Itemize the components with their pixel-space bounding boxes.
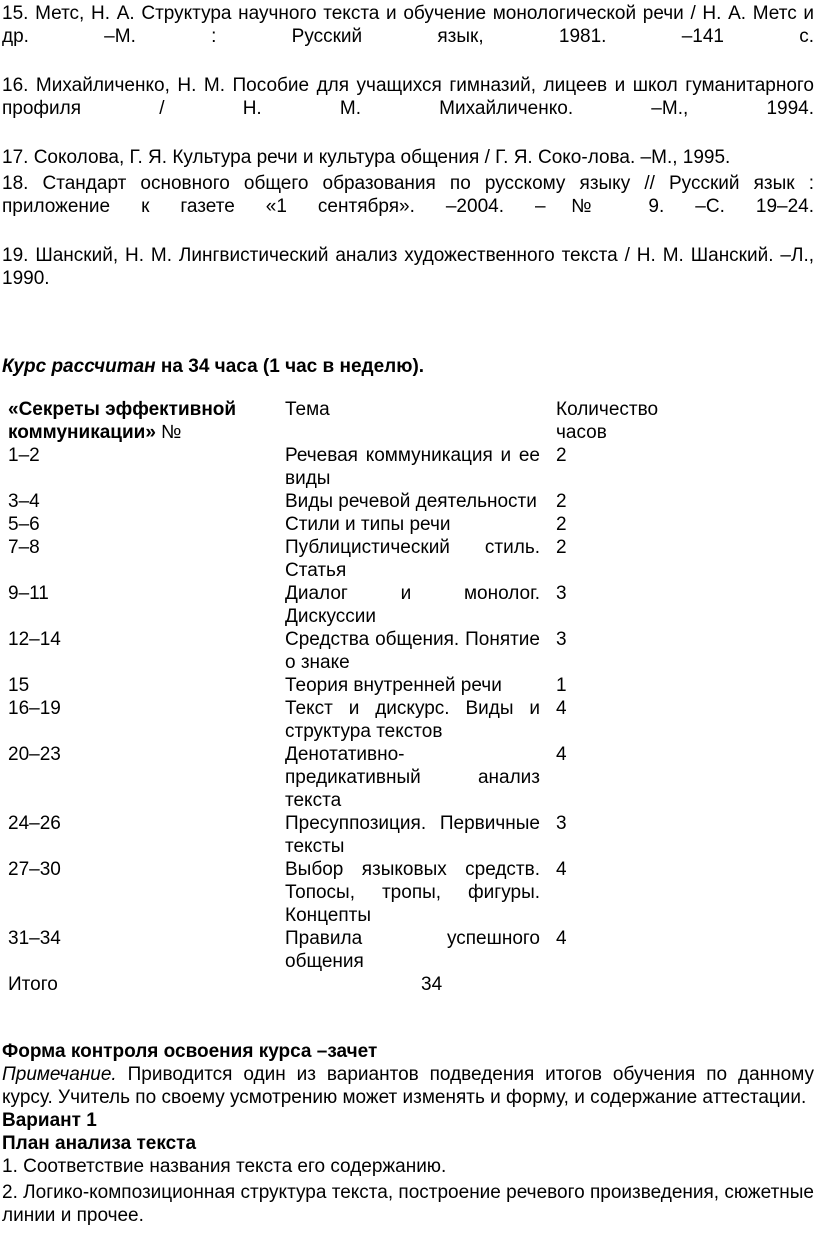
reference-item: 19. Шанский, Н. М. Лингвистический анализ художественного текста / Н. М. Шанский. –Л., 1990.: [2, 245, 814, 289]
table-row: [8, 697, 658, 743]
lesson-number-cell: 7–8: [8, 537, 40, 558]
lesson-topic-cell: Пресуппозиция. Первичные тексты: [285, 813, 540, 857]
lesson-topic-cell: Текст и дискурс. Виды и структура текстов: [285, 698, 540, 742]
reference-list: [2, 2, 814, 313]
course-hours-italic: Курс рассчитан: [2, 356, 156, 377]
lesson-topic-cell: Средства общения. Понятие о знаке: [285, 629, 540, 673]
lesson-number-cell: 12–14: [8, 629, 61, 650]
lesson-hours-cell: 4: [556, 859, 567, 880]
lesson-hours-cell: 3: [556, 813, 567, 834]
lesson-hours-cell: 4: [556, 928, 567, 949]
lesson-number-cell: 20–23: [8, 744, 61, 765]
lesson-hours-cell: 3: [556, 583, 567, 604]
table-row: [8, 674, 658, 697]
lesson-hours-cell: 2: [556, 537, 567, 558]
lesson-number-cell: 5–6: [8, 514, 40, 535]
total-label-cell: Итого: [8, 974, 58, 995]
lesson-hours-cell: 2: [556, 445, 567, 466]
control-note: [2, 1063, 814, 1109]
analysis-plan-item: 2. Логико-композиционная структура текста, построение речевого произведения, сюжетные линии и прочее.: [2, 1182, 814, 1226]
header-course-name: «Секреты эффективной коммуникации»: [8, 399, 237, 443]
lesson-hours-cell: 4: [556, 744, 567, 765]
lesson-topic-cell: Выбор языковых средств. Топосы, тропы, фигуры. Концепты: [285, 859, 540, 926]
analysis-plan-item: 1. Соответствие названия текста его содержанию.: [2, 1156, 447, 1177]
lesson-number-cell: 15: [8, 675, 30, 696]
lesson-topic-cell: Публицистический стиль. Статья: [285, 537, 540, 581]
table-row: [8, 812, 658, 858]
reference-item: 18. Стандарт основного общего образования по русскому языку // Русский язык : приложение к газете «1 сентября». –2004. –№ 9. –С. 19–24.: [2, 173, 814, 217]
lesson-hours-cell: 4: [556, 698, 567, 719]
course-plan-table: [8, 398, 658, 996]
table-row: [8, 444, 658, 490]
table-row: [8, 490, 658, 513]
lesson-topic-cell: Стили и типы речи: [285, 514, 451, 535]
lesson-number-cell: 31–34: [8, 928, 61, 949]
lesson-number-cell: 27–30: [8, 859, 61, 880]
table-total-row: [8, 973, 658, 996]
lesson-hours-cell: 3: [556, 629, 567, 650]
lesson-topic-cell: Диалог и монолог. Дискуссии: [285, 583, 540, 627]
table-row: [8, 536, 658, 582]
total-hours-value: 34: [421, 974, 443, 995]
lesson-hours-cell: 2: [556, 491, 567, 512]
lesson-topic-cell: Виды речевой деятельности: [285, 491, 537, 512]
header-hours-cell: Количество часов: [556, 399, 659, 443]
table-row: [8, 858, 658, 927]
lesson-topic-cell: Денотативно-предикативный анализ текста: [285, 744, 540, 811]
reference-item: 17. Соколова, Г. Я. Культура речи и культура общения / Г. Я. Соко-лова. –М., 1995.: [2, 147, 731, 168]
header-topic-cell: Тема: [285, 399, 330, 420]
document-page: [2, 2, 814, 1230]
table-row: [8, 927, 658, 973]
header-number-label: №: [155, 422, 182, 443]
table-row: [8, 743, 658, 812]
total-value-cell: [285, 973, 540, 996]
course-hours-line: [2, 355, 814, 378]
control-form-title: Форма контроля освоения курса –зачет: [2, 1041, 378, 1062]
reference-item: 15. Метс, Н. А. Структура научного текста и обучение монологической речи / Н. А. Метс и др. –М. : Русский язык, 1981. –141 с.: [2, 3, 814, 47]
lesson-number-cell: 24–26: [8, 813, 61, 834]
lesson-topic-cell: Речевая коммуникация и ее виды: [285, 445, 540, 489]
lesson-topic-cell: Теория внутренней речи: [285, 675, 502, 696]
analysis-plan-heading: План анализа текста: [2, 1133, 197, 1154]
lesson-topic-cell: Правила успешного общения: [285, 928, 540, 972]
table-row: [8, 513, 658, 536]
lesson-hours-cell: 2: [556, 514, 567, 535]
course-hours-rest: на 34 часа (1 час в неделю).: [155, 356, 425, 377]
table-row: [8, 628, 658, 674]
variant-heading: Вариант 1: [2, 1110, 97, 1131]
lesson-hours-cell: 1: [556, 675, 567, 696]
lesson-number-cell: 16–19: [8, 698, 61, 719]
table-header-row: [8, 398, 658, 444]
total-empty-cell: [540, 973, 658, 996]
table-row: [8, 582, 658, 628]
reference-item: 16. Михайличенко, Н. М. Пособие для учащихся гимназий, лицеев и школ гуманитарного профиля / Н. М. Михайличенко. –М., 1994.: [2, 75, 814, 119]
note-text: Приводится один из вариантов подведения итогов обучения по данному курсу. Учитель по своему усмотрению может изменять и форму, и содержание аттестации.: [2, 1064, 814, 1108]
header-number-cell: [8, 398, 285, 444]
lesson-number-cell: 9–11: [8, 583, 49, 604]
lesson-number-cell: 1–2: [8, 445, 40, 466]
lesson-number-cell: 3–4: [8, 491, 40, 512]
note-label: Примечание.: [2, 1064, 117, 1085]
